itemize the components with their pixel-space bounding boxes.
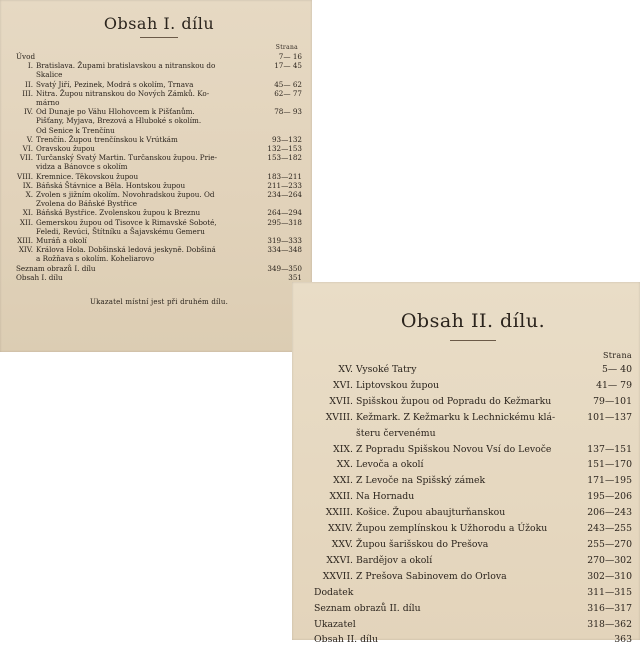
page-range: 151—170 <box>587 459 632 471</box>
chapter-title: Úvod <box>16 52 36 61</box>
chapter-title: Obsah I. dílu <box>16 272 63 282</box>
footnote: Ukazatel místní jest při druhém dílu. <box>89 298 229 307</box>
page-range: 318—362 <box>587 618 632 630</box>
chapter-number: XIV. <box>18 245 33 255</box>
page-range: 255—270 <box>587 538 632 550</box>
chapter-title: Oravskou župou <box>36 144 95 154</box>
chapter-number: XI. <box>22 208 33 218</box>
chapter-number: XV. <box>338 364 353 375</box>
page-range: 5— 40 <box>602 364 632 375</box>
toc-entry <box>16 172 302 181</box>
page-range: 270—302 <box>587 554 632 566</box>
chapter-number: XXIV. <box>328 523 353 535</box>
chapter-number: VIII. <box>17 171 33 181</box>
page-range: 17— 45 <box>274 61 302 71</box>
page-range: 93—132 <box>271 134 302 144</box>
chapter-title: Obsah II. dílu <box>314 634 378 646</box>
chapter-number: XVI. <box>333 379 353 391</box>
toc-entry <box>314 617 632 633</box>
chapter-number: VII. <box>19 153 33 163</box>
title-divider <box>140 37 178 38</box>
page-range: 211—233 <box>267 180 302 190</box>
chapter-number: XXV. <box>331 538 353 550</box>
toc-entry <box>314 442 632 458</box>
toc-entry <box>314 632 632 648</box>
page-column-label: Strana <box>602 351 632 360</box>
chapter-number: III. <box>22 88 33 98</box>
chapter-number: XXVII. <box>322 570 353 582</box>
page-column-label: Strana <box>275 44 298 51</box>
page-range: 316—317 <box>587 602 632 614</box>
toc-entry <box>314 378 632 394</box>
page-range: 7— 16 <box>278 52 302 61</box>
chapter-number: XXII. <box>329 491 353 503</box>
chapter-title: Liptovskou župou <box>356 379 440 391</box>
chapter-title: Na Hornadu <box>356 491 415 503</box>
chapter-title: Kežmark. Z Kežmarku k Lechnickému klá- šteru červenému <box>356 411 556 439</box>
page-range: 62— 77 <box>274 88 302 98</box>
page-range: 311—315 <box>587 586 632 598</box>
chapter-title: Dodatek <box>314 586 354 598</box>
chapter-title: Vysoké Tatry <box>356 364 417 375</box>
toc-entry <box>16 80 302 89</box>
page-range: 132—153 <box>267 144 302 154</box>
chapter-title: Z Prešova Sabinovem do Orlova <box>356 570 507 582</box>
chapter-number: XII. <box>19 217 33 227</box>
chapter-number: XX. <box>336 459 353 471</box>
title-divider <box>450 340 496 341</box>
toc-entry <box>314 505 632 521</box>
chapter-title: Košice. Župou abaujturňanskou <box>356 507 506 519</box>
toc-page-volume-1 <box>0 0 312 352</box>
chapter-title: Králova Hola. Dobšinská ledová jeskyně. Dobšiná a Rožňava s okolím. Koheliarovo <box>36 245 216 264</box>
page-range: 78— 93 <box>274 107 302 117</box>
chapter-title: Župou zemplínskou k Užhorodu a Úžoku <box>356 523 548 535</box>
chapter-title: Ukazatel <box>314 618 356 630</box>
toc-entry <box>314 569 632 585</box>
toc-entry <box>16 264 302 273</box>
page-range: 351 <box>288 272 302 282</box>
page-range: 264—294 <box>267 208 302 218</box>
chapter-title: Svatý Jiří, Pezinek, Modrá s okolím, Trnava <box>36 79 194 89</box>
chapter-number: IV. <box>23 107 33 117</box>
page-range: 79—101 <box>593 395 632 407</box>
chapter-title: Z Popradu Spišskou Novou Vsí do Levoče <box>356 443 552 455</box>
toc-entry <box>314 521 632 537</box>
toc-entry <box>16 236 302 245</box>
toc-entry <box>314 473 632 489</box>
chapter-number: XVIII. <box>325 411 353 423</box>
page-range: 349—350 <box>267 263 302 273</box>
page-range: 302—310 <box>587 570 632 582</box>
toc-entry <box>314 553 632 569</box>
page-range: 171—195 <box>587 475 632 487</box>
chapter-number: X. <box>25 190 33 200</box>
chapter-title: Seznam obrazů I. dílu <box>16 263 96 273</box>
chapter-number: II. <box>25 79 33 89</box>
chapter-title: Zvolen s jižním okolím. Novohradskou župou. Od Zvolena do Báňské Bystřice <box>36 190 215 209</box>
toc-entry <box>16 135 302 144</box>
toc-entry <box>314 394 632 410</box>
chapter-number: VI. <box>22 144 33 154</box>
toc-entry <box>314 410 632 442</box>
toc-entry <box>16 181 302 190</box>
toc-entry <box>16 245 302 263</box>
toc-entry <box>16 61 302 79</box>
page-range: 183—211 <box>267 171 302 181</box>
toc-entry <box>314 537 632 553</box>
chapter-title: Turčanský Svatý Martin. Turčanskou župou. Prie- vidza a Bánovce s okolím <box>36 153 218 172</box>
toc-list <box>314 362 632 648</box>
page-title: Obsah II. dílu. <box>400 310 546 332</box>
page-range: 234—264 <box>267 190 302 200</box>
page-range: 137—151 <box>587 443 632 455</box>
toc-entry <box>314 457 632 473</box>
toc-entry <box>16 144 302 153</box>
toc-entry <box>16 89 302 107</box>
chapter-title: Báňská Bystřice. Zvolenskou župou k Breznu <box>36 208 201 218</box>
chapter-title: Seznam obrazů II. dílu <box>314 602 421 614</box>
chapter-title: Nitra. Župou nitranskou do Nových Zámků. Ko- márno <box>36 88 210 108</box>
chapter-number: XXI. <box>333 475 353 487</box>
chapter-title: Trenčín. Župou trenčínskou k Vrútkám <box>36 134 178 144</box>
toc-entry <box>16 190 302 208</box>
page-range: 334—348 <box>267 245 302 255</box>
chapter-number: V. <box>26 134 33 144</box>
chapter-title: Báňská Štávnice a Běla. Hontskou župou <box>36 180 186 190</box>
page-title: Obsah I. dílu <box>103 14 215 33</box>
chapter-title: Z Levoče na Spišský zámek <box>356 475 486 487</box>
toc-entry <box>314 601 632 617</box>
chapter-title: Bardějov a okolí <box>356 554 433 566</box>
chapter-title: Muráň a okolí <box>36 236 87 246</box>
toc-entry <box>16 107 302 135</box>
chapter-title: Kremnice. Těkovskou župou <box>36 171 139 181</box>
page-range: 295—318 <box>267 217 302 227</box>
page-range: 206—243 <box>587 507 632 519</box>
toc-entry <box>16 208 302 217</box>
chapter-title: Od Dunaje po Váhu Hlohovcem k Pišťanům. Pišťany, Myjava, Brezová a Hluboké s okolím. Od Senice k Trenčínu <box>36 107 202 135</box>
page-range: 243—255 <box>587 523 632 535</box>
chapter-number: XVII. <box>329 395 353 407</box>
chapter-title: Župou šarišskou do Prešova <box>356 538 489 550</box>
chapter-number: XIX. <box>333 443 353 455</box>
page-range: 195—206 <box>587 491 632 503</box>
chapter-number: XXIII. <box>325 507 353 519</box>
chapter-number: XIII. <box>17 236 33 246</box>
page-range: 45— 62 <box>274 79 302 89</box>
chapter-number: XXVI. <box>326 554 353 566</box>
chapter-title: Bratislava. Župami bratislavskou a nitranskou do Skalice <box>36 61 216 80</box>
chapter-title: Gemerskou župou od Tisovce k Rimavské Soboté, Feledi, Revúci, Štítníku a Šajavskému Gemeru <box>36 217 217 236</box>
toc-entry <box>314 362 632 378</box>
toc-entry <box>16 153 302 171</box>
page-range: 101—137 <box>587 411 632 423</box>
chapter-title: Levoča a okolí <box>356 459 424 471</box>
page-range: 363 <box>614 634 632 646</box>
toc-entry <box>314 489 632 505</box>
chapter-title: Spišskou župou od Popradu do Kežmarku <box>356 395 552 407</box>
page-range: 153—182 <box>267 153 302 163</box>
page-range: 41— 79 <box>596 379 632 391</box>
toc-page-volume-2 <box>292 282 640 646</box>
toc-list <box>16 52 302 282</box>
page-range: 319—333 <box>267 236 302 246</box>
toc-entry <box>16 273 302 282</box>
chapter-number: IX. <box>22 180 33 190</box>
toc-entry <box>16 52 302 61</box>
toc-entry <box>314 585 632 601</box>
chapter-number: I. <box>27 61 33 71</box>
toc-entry <box>16 218 302 236</box>
